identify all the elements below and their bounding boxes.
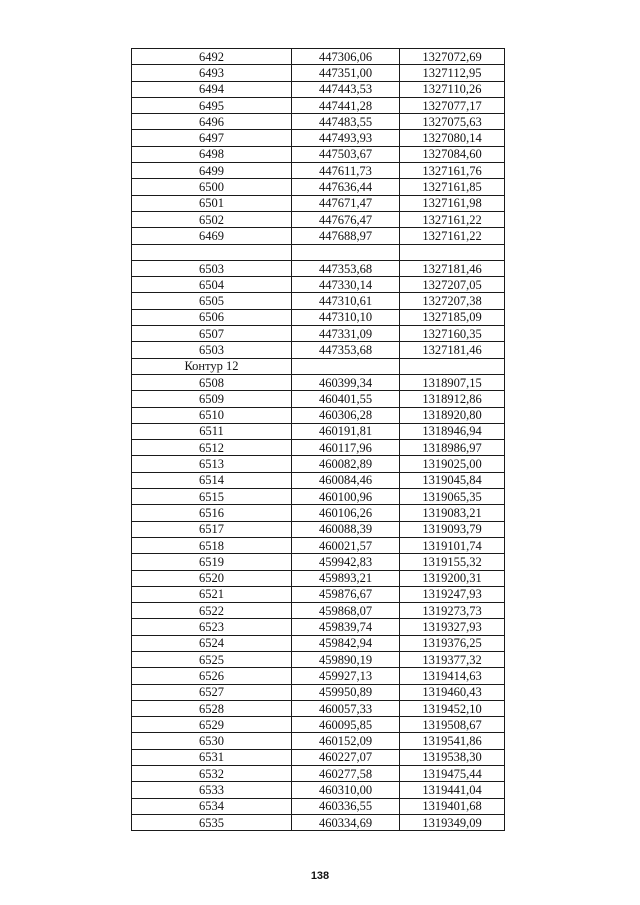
table-row (132, 277, 505, 293)
table-row (132, 733, 505, 749)
table-row (132, 81, 505, 97)
y-coordinate-cell: 1319025,00 (400, 456, 505, 472)
table-row (132, 570, 505, 586)
table-row (132, 391, 505, 407)
y-coordinate-cell: 1327161,85 (400, 179, 505, 195)
table-row (132, 374, 505, 390)
y-coordinate-cell: 1318907,15 (400, 374, 505, 390)
point-number-cell: 6506 (132, 309, 292, 325)
point-number-cell: 6517 (132, 521, 292, 537)
x-coordinate-cell: 447351,00 (292, 65, 400, 81)
x-coordinate-cell: 460088,39 (292, 521, 400, 537)
point-number-cell: 6526 (132, 668, 292, 684)
x-coordinate-cell: 460191,81 (292, 423, 400, 439)
point-number-cell: 6504 (132, 277, 292, 293)
y-coordinate-cell: 1318946,94 (400, 423, 505, 439)
table-row (132, 358, 505, 374)
x-coordinate-cell: 447306,06 (292, 49, 400, 65)
x-coordinate-cell: 460399,34 (292, 374, 400, 390)
x-coordinate-cell: 459893,21 (292, 570, 400, 586)
x-coordinate-cell: 447493,93 (292, 130, 400, 146)
table-row (132, 586, 505, 602)
y-coordinate-cell: 1318912,86 (400, 391, 505, 407)
table-row (132, 423, 505, 439)
point-number-cell: 6510 (132, 407, 292, 423)
x-coordinate-cell: 447443,53 (292, 81, 400, 97)
table-row (132, 505, 505, 521)
point-number-cell: 6492 (132, 49, 292, 65)
point-number-cell: 6531 (132, 749, 292, 765)
point-number-cell: 6535 (132, 814, 292, 830)
point-number-cell: 6469 (132, 228, 292, 244)
y-coordinate-cell: 1319401,68 (400, 798, 505, 814)
y-coordinate-cell: 1319083,21 (400, 505, 505, 521)
x-coordinate-cell: 460227,07 (292, 749, 400, 765)
point-number-cell: 6498 (132, 146, 292, 162)
point-number-cell: 6522 (132, 603, 292, 619)
x-coordinate-cell (292, 358, 400, 374)
point-number-cell: 6497 (132, 130, 292, 146)
table-row (132, 326, 505, 342)
y-coordinate-cell: 1319349,09 (400, 814, 505, 830)
point-number-cell: 6502 (132, 211, 292, 227)
x-coordinate-cell: 447331,09 (292, 326, 400, 342)
table-row (132, 293, 505, 309)
y-coordinate-cell: 1319538,30 (400, 749, 505, 765)
y-coordinate-cell (400, 358, 505, 374)
point-number-cell: 6523 (132, 619, 292, 635)
table-row (132, 700, 505, 716)
x-coordinate-cell: 447671,47 (292, 195, 400, 211)
point-number-cell: 6512 (132, 440, 292, 456)
x-coordinate-cell: 460117,96 (292, 440, 400, 456)
table-row (132, 407, 505, 423)
x-coordinate-cell: 460106,26 (292, 505, 400, 521)
y-coordinate-cell: 1319460,43 (400, 684, 505, 700)
x-coordinate-cell: 447353,68 (292, 260, 400, 276)
y-coordinate-cell: 1327207,38 (400, 293, 505, 309)
x-coordinate-cell: 447330,14 (292, 277, 400, 293)
y-coordinate-cell: 1327160,35 (400, 326, 505, 342)
table-row (132, 782, 505, 798)
table-row (132, 260, 505, 276)
x-coordinate-cell: 459950,89 (292, 684, 400, 700)
point-number-cell: 6499 (132, 163, 292, 179)
y-coordinate-cell: 1319273,73 (400, 603, 505, 619)
table-row (132, 603, 505, 619)
x-coordinate-cell: 447611,73 (292, 163, 400, 179)
table-row (132, 49, 505, 65)
x-coordinate-cell: 460152,09 (292, 733, 400, 749)
y-coordinate-cell: 1319377,32 (400, 651, 505, 667)
x-coordinate-cell: 460277,58 (292, 766, 400, 782)
table-row (132, 717, 505, 733)
point-number-cell: 6528 (132, 700, 292, 716)
point-number-cell: 6503 (132, 342, 292, 358)
x-coordinate-cell: 460336,55 (292, 798, 400, 814)
table-row (132, 228, 505, 244)
y-coordinate-cell: 1327084,60 (400, 146, 505, 162)
point-number-cell: 6496 (132, 114, 292, 130)
x-coordinate-cell (292, 244, 400, 260)
x-coordinate-cell: 447310,10 (292, 309, 400, 325)
y-coordinate-cell: 1327072,69 (400, 49, 505, 65)
y-coordinate-cell: 1327181,46 (400, 260, 505, 276)
point-number-cell: 6519 (132, 554, 292, 570)
table-row (132, 146, 505, 162)
y-coordinate-cell: 1327207,05 (400, 277, 505, 293)
y-coordinate-cell: 1318986,97 (400, 440, 505, 456)
x-coordinate-cell: 459876,67 (292, 586, 400, 602)
table-row (132, 668, 505, 684)
table-row (132, 521, 505, 537)
table-row (132, 179, 505, 195)
point-number-cell: 6500 (132, 179, 292, 195)
x-coordinate-cell: 459868,07 (292, 603, 400, 619)
point-number-cell: 6511 (132, 423, 292, 439)
table-row (132, 489, 505, 505)
point-number-cell: 6509 (132, 391, 292, 407)
point-number-cell: 6524 (132, 635, 292, 651)
y-coordinate-cell: 1327080,14 (400, 130, 505, 146)
y-coordinate-cell: 1318920,80 (400, 407, 505, 423)
table-row (132, 766, 505, 782)
table-row (132, 798, 505, 814)
table-row (132, 195, 505, 211)
table-row (132, 684, 505, 700)
point-number-cell (132, 244, 292, 260)
x-coordinate-cell: 460310,00 (292, 782, 400, 798)
table-row (132, 635, 505, 651)
table-row (132, 814, 505, 830)
table-row (132, 65, 505, 81)
x-coordinate-cell: 447310,61 (292, 293, 400, 309)
coordinates-table-body (132, 49, 505, 831)
point-number-cell: 6494 (132, 81, 292, 97)
x-coordinate-cell: 460306,28 (292, 407, 400, 423)
table-row (132, 342, 505, 358)
x-coordinate-cell: 447676,47 (292, 211, 400, 227)
x-coordinate-cell: 459890,19 (292, 651, 400, 667)
point-number-cell: 6501 (132, 195, 292, 211)
y-coordinate-cell: 1319093,79 (400, 521, 505, 537)
y-coordinate-cell: 1327161,76 (400, 163, 505, 179)
table-row (132, 456, 505, 472)
x-coordinate-cell: 447688,97 (292, 228, 400, 244)
y-coordinate-cell: 1327075,63 (400, 114, 505, 130)
x-coordinate-cell: 460021,57 (292, 537, 400, 553)
y-coordinate-cell: 1319414,63 (400, 668, 505, 684)
y-coordinate-cell: 1319155,32 (400, 554, 505, 570)
page-number: 138 (310, 870, 330, 882)
y-coordinate-cell: 1319101,74 (400, 537, 505, 553)
y-coordinate-cell: 1327161,22 (400, 211, 505, 227)
y-coordinate-cell: 1327161,22 (400, 228, 505, 244)
point-number-cell: 6527 (132, 684, 292, 700)
y-coordinate-cell: 1327161,98 (400, 195, 505, 211)
table-row (132, 163, 505, 179)
table-row (132, 554, 505, 570)
y-coordinate-cell: 1319541,86 (400, 733, 505, 749)
point-number-cell: 6520 (132, 570, 292, 586)
point-number-cell: 6507 (132, 326, 292, 342)
point-number-cell: 6503 (132, 260, 292, 276)
point-number-cell: 6533 (132, 782, 292, 798)
y-coordinate-cell: 1327112,95 (400, 65, 505, 81)
point-number-cell: 6530 (132, 733, 292, 749)
table-row (132, 97, 505, 113)
table-row (132, 130, 505, 146)
x-coordinate-cell: 447636,44 (292, 179, 400, 195)
point-number-cell: 6516 (132, 505, 292, 521)
x-coordinate-cell: 447503,67 (292, 146, 400, 162)
x-coordinate-cell: 459927,13 (292, 668, 400, 684)
table-row (132, 114, 505, 130)
y-coordinate-cell: 1319508,67 (400, 717, 505, 733)
x-coordinate-cell: 460100,96 (292, 489, 400, 505)
y-coordinate-cell: 1319200,31 (400, 570, 505, 586)
x-coordinate-cell: 459942,83 (292, 554, 400, 570)
x-coordinate-cell: 460057,33 (292, 700, 400, 716)
x-coordinate-cell: 459839,74 (292, 619, 400, 635)
table-row (132, 440, 505, 456)
table-row (132, 537, 505, 553)
coordinates-table (131, 48, 505, 831)
y-coordinate-cell: 1319475,44 (400, 766, 505, 782)
y-coordinate-cell: 1319441,04 (400, 782, 505, 798)
table-row (132, 309, 505, 325)
point-number-cell: 6518 (132, 537, 292, 553)
y-coordinate-cell: 1327185,09 (400, 309, 505, 325)
table-row (132, 211, 505, 227)
y-coordinate-cell: 1319376,25 (400, 635, 505, 651)
y-coordinate-cell: 1319327,93 (400, 619, 505, 635)
x-coordinate-cell: 460095,85 (292, 717, 400, 733)
table-row (132, 472, 505, 488)
x-coordinate-cell: 460401,55 (292, 391, 400, 407)
point-number-cell: 6495 (132, 97, 292, 113)
table-row (132, 619, 505, 635)
x-coordinate-cell: 447441,28 (292, 97, 400, 113)
point-number-cell: 6513 (132, 456, 292, 472)
point-number-cell: 6532 (132, 766, 292, 782)
table-row (132, 244, 505, 260)
table-row (132, 651, 505, 667)
point-number-cell: 6515 (132, 489, 292, 505)
x-coordinate-cell: 447483,55 (292, 114, 400, 130)
y-coordinate-cell: 1327181,46 (400, 342, 505, 358)
y-coordinate-cell: 1319065,35 (400, 489, 505, 505)
x-coordinate-cell: 447353,68 (292, 342, 400, 358)
x-coordinate-cell: 460334,69 (292, 814, 400, 830)
y-coordinate-cell: 1327110,26 (400, 81, 505, 97)
x-coordinate-cell: 459842,94 (292, 635, 400, 651)
point-number-cell: Контур 12 (132, 358, 292, 374)
x-coordinate-cell: 460082,89 (292, 456, 400, 472)
point-number-cell: 6514 (132, 472, 292, 488)
point-number-cell: 6521 (132, 586, 292, 602)
point-number-cell: 6493 (132, 65, 292, 81)
point-number-cell: 6508 (132, 374, 292, 390)
x-coordinate-cell: 460084,46 (292, 472, 400, 488)
y-coordinate-cell: 1319045,84 (400, 472, 505, 488)
point-number-cell: 6534 (132, 798, 292, 814)
y-coordinate-cell: 1319452,10 (400, 700, 505, 716)
point-number-cell: 6525 (132, 651, 292, 667)
y-coordinate-cell: 1319247,93 (400, 586, 505, 602)
table-row (132, 749, 505, 765)
point-number-cell: 6505 (132, 293, 292, 309)
point-number-cell: 6529 (132, 717, 292, 733)
y-coordinate-cell (400, 244, 505, 260)
y-coordinate-cell: 1327077,17 (400, 97, 505, 113)
